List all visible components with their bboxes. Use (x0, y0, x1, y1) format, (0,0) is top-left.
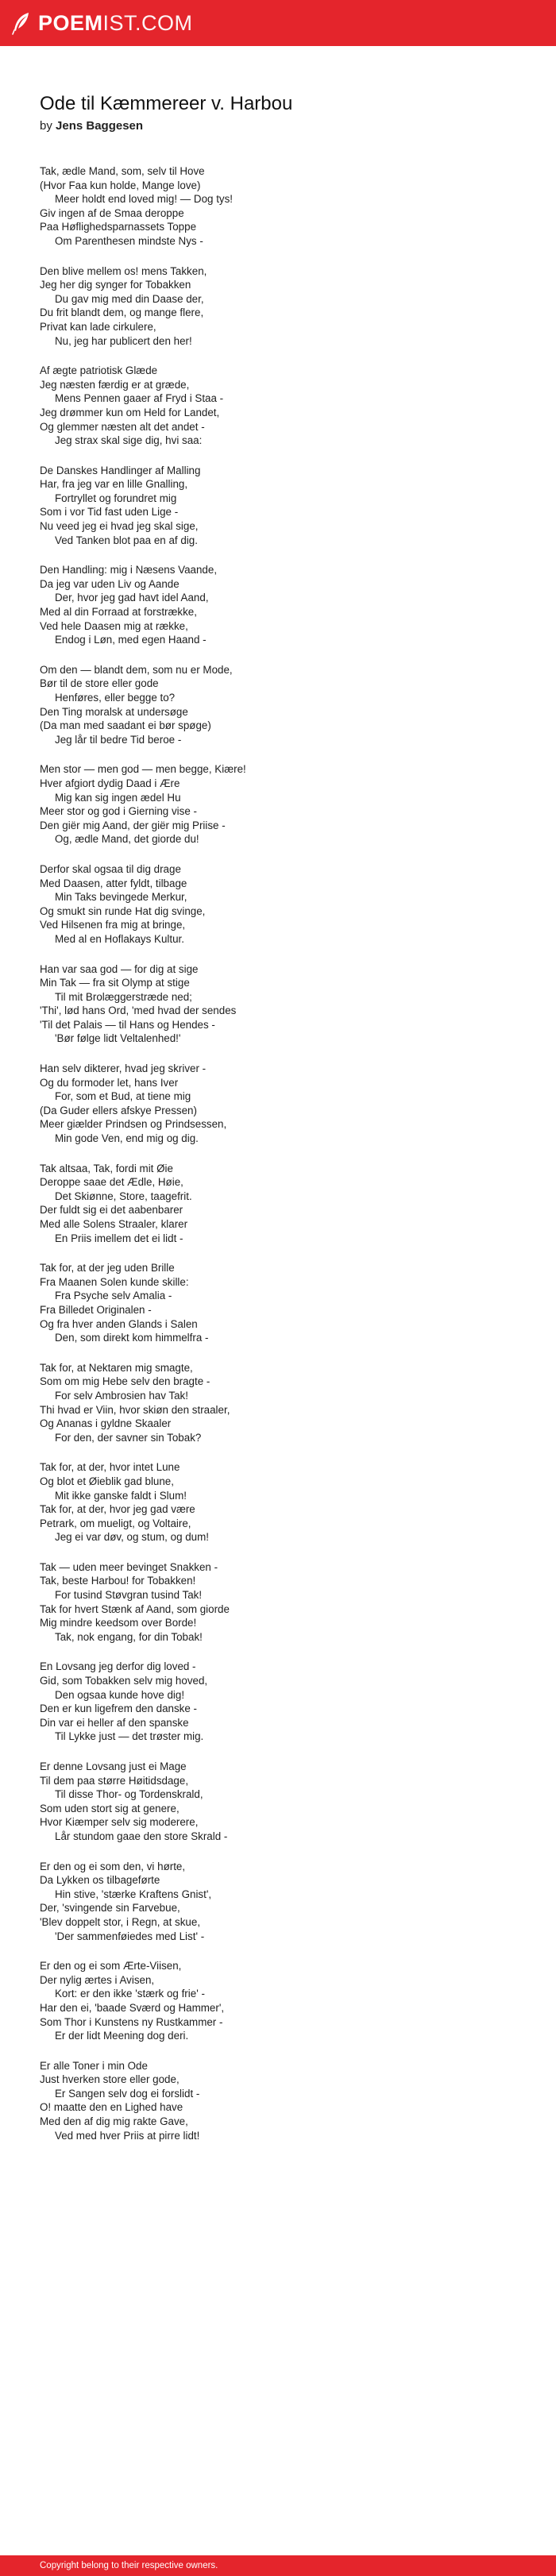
poem-line: Har, fra jeg var en lille Gnalling, (40, 478, 188, 491)
poem-line: Henføres, eller begge to? (55, 692, 176, 704)
poem-line: Tak for, at Nektaren mig smagte, (40, 1361, 193, 1374)
stanza (40, 862, 516, 947)
poem-line: Med al din Forraad at forstrække, (40, 606, 197, 619)
stanza (40, 264, 516, 349)
poem-line: Privat kan lade cirkulere, (40, 320, 156, 333)
poem-line: Han var saa god — for dig at sige (40, 962, 199, 975)
poem-line: Ved Tanken blot paa en af dig. (55, 534, 198, 546)
poem-line: Og blot et Øieblik gad blune, (40, 1475, 174, 1487)
poem-line: Er alle Toner i min Ode (40, 2059, 148, 2072)
poem-line: Just hverken store eller gode, (40, 2073, 180, 2086)
poem-line: Tak for, at der jeg uden Brille (40, 1262, 175, 1275)
poem-line: Hvor Kiæmper selv sig moderere, (40, 1816, 199, 1829)
poem-line: Lår stundom gaae den store Skrald - (55, 1830, 228, 1842)
poem-line: Den er kun ligefrem den danske - (40, 1703, 197, 1715)
poem-line: Hin stive, 'stærke Kraftens Gnist', (55, 1888, 212, 1900)
poem-line: For selv Ambrosien hav Tak! (55, 1389, 188, 1402)
stanza (40, 663, 516, 747)
poem-line: Og, ædle Mand, det giorde du! (55, 833, 199, 846)
poem-line: Endog i Løn, med egen Haand - (55, 634, 207, 646)
poem-body (40, 164, 516, 2142)
poem-line: De Danskes Handlinger af Malling (40, 464, 201, 476)
poem-line: 'Der sammenføiedes med List' - (55, 1930, 205, 1942)
poem-line: Kort: er den ikke 'stærk og frie' - (55, 1988, 205, 2000)
poem-line: Er denne Lovsang just ei Mage (40, 1760, 187, 1772)
poem-line: Bør til de store eller gode (40, 677, 159, 690)
poem-line: Den Ting moralsk at undersøge (40, 705, 188, 718)
by-label: by (40, 119, 52, 133)
stanza (40, 1162, 516, 1246)
poem-line: Af ægte patriotisk Glæde (40, 364, 158, 377)
poem-line: For, som et Bud, at tiene mig (55, 1090, 191, 1103)
poem-line: Gid, som Tobakken selv mig hoved, (40, 1675, 208, 1687)
poem-line: Om den — blandt dem, som nu er Mode, (40, 663, 233, 676)
poem-line: Tak — uden meer bevinget Snakken - (40, 1560, 218, 1573)
poem-line: Mig kan sig ingen ædel Hu (55, 791, 181, 804)
poem-line: Om Parenthesen mindste Nys - (55, 234, 203, 247)
poem-line: Derfor skal ogsaa til dig drage (40, 862, 181, 875)
stanza (40, 1062, 516, 1146)
poem-line: Min Tak — fra sit Olymp at stige (40, 977, 190, 989)
poem-line: Meer stor og god i Gierning vise - (40, 805, 197, 818)
poem-line: Fra Psyche selv Amalia - (55, 1290, 172, 1302)
site-logo[interactable] (11, 11, 193, 35)
poem-line: Der, hvor jeg gad havt idel Aand, (55, 592, 209, 604)
poem-line: Deroppe saae det Ædle, Høie, (40, 1176, 183, 1189)
poem-line: Den blive mellem os! mens Takken, (40, 264, 207, 277)
poem-line: Mig mindre keedsom over Borde! (40, 1617, 197, 1629)
poem-line: 'Thi', lød hans Ord, 'med hvad der sendes (40, 1005, 237, 1017)
poem-line: Det Skiønne, Store, taagefrit. (55, 1190, 192, 1202)
poem-line: Og Ananas i gyldne Skaaler (40, 1417, 172, 1430)
stanza (40, 1560, 516, 1645)
poem-line: Til disse Thor- og Tordenskrald, (55, 1788, 203, 1801)
poem-line: Nu veed jeg ei hvad jeg skal sige, (40, 520, 199, 533)
poem-line: 'Blev doppelt stor, i Regn, at skue, (40, 1915, 201, 1928)
poem-line: Fra Billedet Originalen - (40, 1303, 152, 1316)
byline (40, 118, 516, 134)
poem-line: En Lovsang jeg derfor dig loved - (40, 1660, 196, 1673)
poem-line: Er der lidt Meening dog deri. (55, 2030, 189, 2042)
poem-line: Ved med hver Priis at pirre lidt! (55, 2129, 200, 2142)
author-name[interactable]: Jens Baggesen (56, 119, 144, 133)
stanza (40, 962, 516, 1047)
logo-text (38, 10, 193, 35)
poem-line: Tak for hvert Stænk af Aand, som giorde (40, 1602, 230, 1615)
poem-line: 'Bør følge lidt Veltalenhed!' (55, 1032, 181, 1045)
poem-line: Paa Høflighedsparnassets Toppe (40, 221, 197, 233)
poem-line: Som om mig Hebe selv den bragte - (40, 1375, 210, 1388)
poem-line: Hver afgiort dydig Daad i Ære (40, 777, 180, 789)
copyright-notice: Copyright belong to their respective owners. (40, 2561, 218, 2570)
poem-line: Den Handling: mig i Næsens Vaande, (40, 564, 218, 577)
poem-line: Er den og ei som Ærte-Viisen, (40, 1960, 182, 1972)
poem-line: Den, som direkt kom himmelfra - (55, 1332, 209, 1344)
stanza (40, 1261, 516, 1345)
poem-line: Jeg her dig synger for Tobakken (40, 279, 191, 291)
poem-line: Men stor — men god — men begge, Kiære! (40, 763, 246, 776)
poem-line: Med den af dig mig rakte Gave, (40, 2115, 188, 2128)
poem-line: Tak for, at der, hvor jeg gad være (40, 1503, 195, 1516)
poem-title: Ode til Kæmmereer v. Harbou (40, 93, 293, 114)
poem-content (40, 92, 516, 2158)
poem-line: Og smukt sin runde Hat dig svinge, (40, 904, 206, 917)
poem-line: Den ogsaa kunde hove dig! (55, 1688, 185, 1701)
poem-line: (Da man med saadant ei bør spøge) (40, 719, 211, 732)
poem-line: Din var ei heller af den spanske (40, 1716, 189, 1729)
poem-line: Ved Hilsenen fra mig at bringe, (40, 919, 186, 931)
poem-line: Tak altsaa, Tak, fordi mit Øie (40, 1162, 173, 1174)
poem-line: Til mit Brolæggerstræde ned; (55, 990, 192, 1003)
poem-line: Da Lykken os tilbageførte (40, 1874, 160, 1887)
poem-line: Og fra hver anden Glands i Salen (40, 1317, 198, 1330)
poem-line: Jeg drømmer kun om Held for Landet, (40, 406, 220, 418)
poem-line: Jeg lår til bedre Tid beroe - (55, 733, 182, 746)
poem-line: Han selv dikterer, hvad jeg skriver - (40, 1062, 207, 1075)
poem-line: Der, 'svingende sin Farvebue, (40, 1902, 180, 1915)
poem-line: For tusind Støvgran tusind Tak! (55, 1589, 203, 1602)
logo-text-bold: POEM (38, 10, 103, 35)
poem-line: Med alle Solens Straaler, klarer (40, 1218, 188, 1230)
poem-line: Jeg ei var døv, og stum, og dum! (55, 1531, 210, 1544)
poem-line: Tak, ædle Mand, som, selv til Hove (40, 165, 205, 177)
poem-line: Og glemmer næsten alt det andet - (40, 420, 205, 433)
poem-line: Er den og ei som den, vi hørte, (40, 1860, 186, 1872)
stanza (40, 2059, 516, 2143)
poem-line: En Priis imellem det ei lidt - (55, 1232, 183, 1244)
poem-line: Som uden stort sig at genere, (40, 1802, 180, 1814)
poem-line: Har den ei, 'baade Sværd og Hammer', (40, 2001, 225, 2014)
stanza (40, 164, 516, 249)
poem-line: Er Sangen selv dog ei forslidt - (55, 2087, 200, 2100)
poem-line: Med al en Hoflakays Kultur. (55, 932, 185, 945)
poem-line: Jeg næsten færdig er at græde, (40, 378, 190, 391)
feather-quill-icon (11, 11, 32, 35)
poem-line: Mens Pennen gaaer af Fryd i Staa - (55, 392, 224, 405)
poem-line: Da jeg var uden Liv og Aande (40, 577, 180, 590)
stanza (40, 1860, 516, 1944)
poem-line: Tak for, at der, hvor intet Lune (40, 1461, 180, 1474)
poem-line: Der fuldt sig ei det aabenbarer (40, 1204, 183, 1217)
poem-line: Giv ingen af de Smaa deroppe (40, 206, 184, 219)
poem-line: Som i vor Tid fast uden Lige - (40, 506, 179, 519)
poem-line: Fra Maanen Solen kunde skille: (40, 1275, 189, 1288)
stanza (40, 1660, 516, 1744)
stanza (40, 464, 516, 548)
poem-line: Min Taks bevingede Merkur, (55, 891, 187, 904)
site-footer (0, 2555, 556, 2576)
poem-line: Der nylig ærtes i Avisen, (40, 1973, 155, 1986)
poem-line: For den, der savner sin Tobak? (55, 1431, 202, 1444)
poem-line: Til Lykke just — det trøster mig. (55, 1730, 204, 1743)
poem-line: Jeg strax skal sige dig, hvi saa: (55, 434, 203, 447)
stanza (40, 762, 516, 846)
stanza (40, 563, 516, 647)
site-header (0, 0, 556, 46)
poem-line: Min gode Ven, end mig og dig. (55, 1132, 199, 1145)
poem-line: Petrark, om mueligt, og Voltaire, (40, 1517, 191, 1529)
poem-line: (Hvor Faa kun holde, Mange love) (40, 179, 201, 191)
poem-line: 'Til det Palais — til Hans og Hendes - (40, 1018, 215, 1031)
stanza (40, 364, 516, 448)
stanza (40, 1959, 516, 2043)
poem-line: O! maatte den en Lighed have (40, 2101, 183, 2114)
poem-line: Tak, beste Harbou! for Tobakken! (40, 1575, 196, 1587)
poem-line: Ved hele Daasen mig at række, (40, 619, 188, 632)
poem-line: Fortryllet og forundret mig (55, 492, 177, 504)
poem-line: Du frit blandt dem, og mange flere, (40, 307, 204, 319)
poem-line: (Da Guder ellers afskye Pressen) (40, 1104, 197, 1116)
poem-line: Med Daasen, atter fyldt, tilbage (40, 877, 187, 889)
poem-line: Som Thor i Kunstens ny Rustkammer - (40, 2015, 223, 2028)
poem-line: Meer holdt end loved mig! — Dog tys! (55, 193, 234, 206)
poem-line: Til dem paa større Høitidsdage, (40, 1774, 189, 1787)
poem-line: Og du formoder let, hans Iver (40, 1076, 179, 1089)
poem-line: Thi hvad er Viin, hvor skiøn den straaler, (40, 1403, 230, 1416)
poem-line: Meer giælder Prindsen og Prindsessen, (40, 1118, 227, 1131)
poem-line: Du gav mig med din Daase der, (55, 292, 204, 305)
poem-line: Nu, jeg har publicert den her! (55, 334, 192, 347)
stanza (40, 1760, 516, 1844)
stanza (40, 1361, 516, 1445)
logo-text-rest: IST.COM (102, 10, 193, 35)
stanza (40, 1460, 516, 1544)
poem-line: Tak, nok engang, for din Tobak! (55, 1630, 203, 1643)
poem-line: Mit ikke ganske faldt i Slum! (55, 1489, 187, 1502)
poem-line: Den giër mig Aand, der giër mig Priise - (40, 819, 226, 831)
